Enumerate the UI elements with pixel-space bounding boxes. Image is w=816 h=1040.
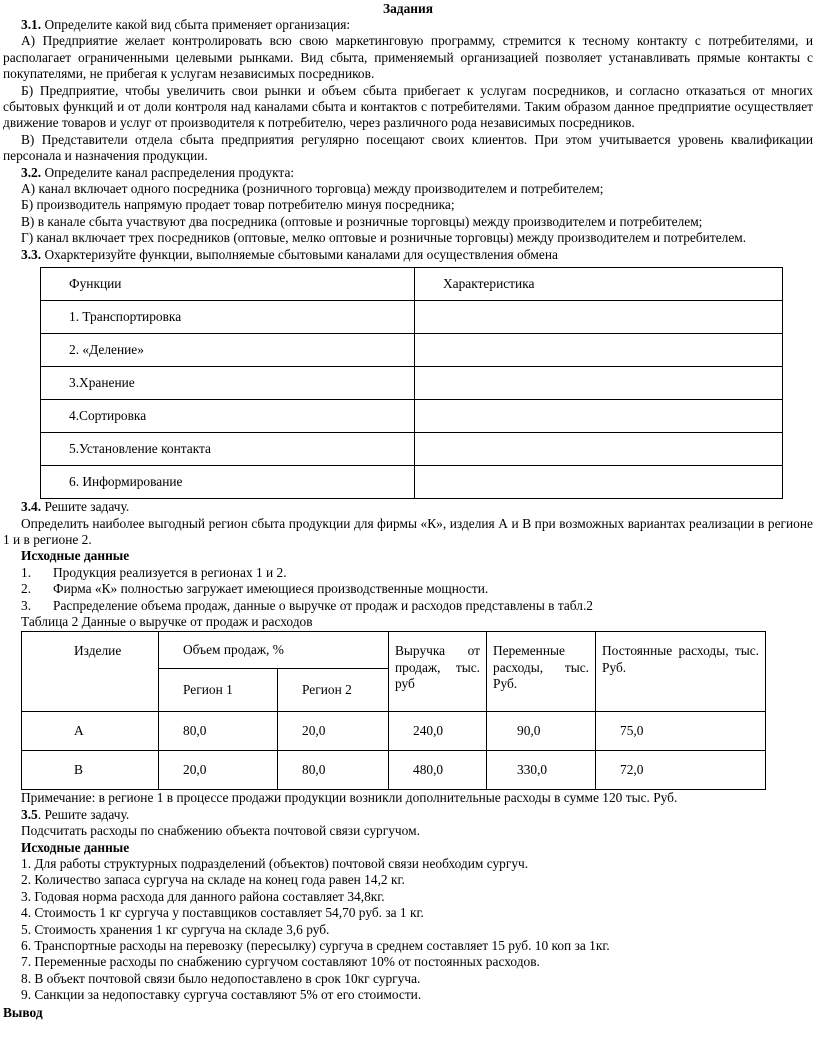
list-item: [3, 565, 813, 581]
revenue-table: [21, 631, 766, 790]
q32-item: Б) производитель напрямую продает товар потребителю минуя посредника;: [21, 197, 455, 213]
list-item: [3, 581, 813, 597]
q32-item: В) в канале сбыта участвуют два посредника (оптовые и розничные торговцы) между производителем и потребителем;: [21, 213, 703, 229]
list-number: 2.: [21, 581, 32, 597]
q32-item: А) канал включает одного посредника (розничного торговца) между производителем и потребителем;: [21, 181, 604, 197]
q33-number: 3.3.: [21, 246, 42, 262]
characteristic-cell[interactable]: [415, 301, 783, 334]
list-item: 5. Стоимость хранения 1 кг сургуча на складе 3,6 руб.: [21, 921, 330, 937]
list-text: Распределение объема продаж, данные о выручке от продаж и расходов представлены в табл.2: [53, 597, 594, 613]
list-item: 4. Стоимость 1 кг сургуча у поставщиков составляет 54,70 руб. за 1 кг.: [21, 905, 424, 921]
q31-option-b: Б) Предприятие, чтобы увеличить свои рынки и объем сбыта прибегает к услугам посредников, и согласно отказаться от многих сбытовых функций и от доли контроля над каналами сбыта и контактов с потребителями. Таким образом данное предприятие осуществляет движение товаров и услуг от производителя к потребителю, через различного рода независимых посредников.: [3, 82, 813, 131]
q35-text: . Решите задачу.: [37, 806, 130, 822]
list-text: Фирма «К» полностью загружает имеющиеся производственные мощности.: [53, 581, 489, 597]
region1-header: Регион 1: [159, 668, 278, 712]
table-row: [41, 301, 783, 334]
q31-option-c: В) Представители отдела сбыта предприятия регулярно посещают своих клиентов. При этом учитывается уровень квалификации персонала и назначения продукции.: [3, 131, 813, 164]
q34-heading: [3, 499, 813, 515]
list-item: [3, 598, 813, 614]
function-cell: 4.Сортировка: [41, 400, 415, 433]
characteristic-cell[interactable]: [415, 466, 783, 499]
function-cell: 2. «Деление»: [41, 334, 415, 367]
list-number: 3.: [21, 597, 32, 613]
region2-cell: 80,0: [278, 751, 389, 790]
q31-option-a: А) Предприятие желает контролировать всю свою маркетинговую программу, стремится к тесному контакту с потребителями, и располагает ограниченными целевыми рынками. Вид сбыта, применяемый организацией позволяет устанавливать прямые контакты с покупателями, не прибегая к услугам независимых посредников.: [3, 33, 813, 82]
variable-costs-header: Переменные расходы, тыс. Руб.: [487, 632, 596, 712]
table-row: [41, 367, 783, 400]
table-row: [41, 268, 783, 301]
q35-number: 3.5: [21, 806, 38, 822]
characteristic-cell[interactable]: [415, 433, 783, 466]
table-row: [41, 334, 783, 367]
table-row: [41, 433, 783, 466]
list-text: Продукция реализуется в регионах 1 и 2.: [53, 564, 287, 580]
fixed-cell: 72,0: [596, 751, 766, 790]
page-title: Задания: [383, 1, 433, 16]
revenue-header: [389, 632, 487, 712]
q32-item: Г) канал включает трех посредников (оптовые, мелко оптовые и розничные торговцы) между производителем и потребителем.: [21, 230, 747, 246]
list-item: 3. Годовая норма расхода для данного района составляет 34,8кг.: [21, 888, 385, 904]
table-row: [22, 632, 766, 668]
revenue-header-text: Выручка от продаж, тыс. руб: [395, 643, 480, 692]
q35-heading: [3, 807, 813, 823]
q31-number: 3.1.: [21, 17, 42, 32]
functions-header: Функции: [41, 268, 415, 301]
q32-number: 3.2.: [21, 164, 42, 180]
function-cell: 6. Информирование: [41, 466, 415, 499]
q34-text: Решите задачу.: [41, 499, 130, 515]
table-row: [41, 400, 783, 433]
table-row: [41, 466, 783, 499]
q35-given-heading: Исходные данные: [21, 839, 130, 855]
fixed-costs-header: Постоянные расходы, тыс. Руб.: [596, 632, 766, 712]
region2-cell: 20,0: [278, 712, 389, 751]
function-cell: 5.Установление контакта: [41, 433, 415, 466]
characteristic-cell[interactable]: [415, 400, 783, 433]
list-item: 6. Транспортные расходы на перевозку (пересылку) сургуча в среднем составляет 15 руб. 10 коп за 1кг.: [21, 938, 610, 953]
variable-cell: 330,0: [487, 751, 596, 790]
table-caption: Таблица 2 Данные о выручке от продаж и расходов: [21, 613, 313, 629]
list-item: 7. Переменные расходы по снабжению сургучом составляют 10% от постоянных расходов.: [21, 954, 540, 970]
characteristic-cell[interactable]: [415, 367, 783, 400]
characteristic-cell[interactable]: [415, 334, 783, 367]
item-cell: В: [22, 751, 159, 790]
item-header: Изделие: [22, 632, 159, 712]
item-cell: А: [22, 712, 159, 751]
revenue-cell: 480,0: [389, 751, 487, 790]
region2-header: Регион 2: [278, 668, 389, 712]
function-cell: 1. Транспортировка: [41, 301, 415, 334]
region1-cell: 80,0: [159, 712, 278, 751]
functions-table: [40, 267, 783, 499]
q32-text: Определите канал распределения продукта:: [41, 164, 295, 180]
q32-heading: [3, 165, 813, 181]
q31-heading: [3, 17, 813, 33]
characteristic-header: Характеристика: [415, 268, 783, 301]
list-item: 2. Количество запаса сургуча на складе на конец года равен 14,2 кг.: [21, 872, 405, 888]
variable-cell: 90,0: [487, 712, 596, 751]
table-note: Примечание: в регионе 1 в процессе продажи продукции возникли дополнительные расходы в сумме 120 тыс. Руб.: [21, 790, 678, 806]
volume-header: Объем продаж, %: [159, 632, 389, 668]
q33-heading: [3, 247, 813, 263]
list-item: 8. В объект почтовой связи было недопоставлено в срок 10кг сургуча.: [21, 970, 421, 986]
fixed-cell: 75,0: [596, 712, 766, 751]
function-cell: 3.Хранение: [41, 367, 415, 400]
list-item: 1. Для работы структурных подразделений (объектов) почтовой связи необходим сургуч.: [21, 855, 529, 871]
q31-text: Определите какой вид сбыта применяет организация:: [41, 17, 351, 32]
q34-given-heading: Исходные данные: [21, 548, 130, 564]
q34-number: 3.4.: [21, 499, 42, 515]
table-row: [22, 751, 766, 790]
conclusion-heading: Вывод: [3, 1005, 43, 1020]
q33-text: Охарктеризуйте функции, выполняемые сбытовыми каналами для осуществления обмена: [41, 246, 558, 262]
table-row: [22, 712, 766, 751]
q34-task: Определить наиболее выгодный регион сбыта продукции для фирмы «К», изделия А и В при возможных вариантах реализации в регионе 1 и в регионе 2.: [3, 515, 813, 547]
list-item: 9. Санкции за недопоставку сургуча составляют 5% от его стоимости.: [21, 987, 422, 1003]
region1-cell: 20,0: [159, 751, 278, 790]
q35-task: Подсчитать расходы по снабжению объекта почтовой связи сургучом.: [21, 823, 420, 839]
revenue-cell: 240,0: [389, 712, 487, 751]
list-number: 1.: [21, 564, 32, 580]
